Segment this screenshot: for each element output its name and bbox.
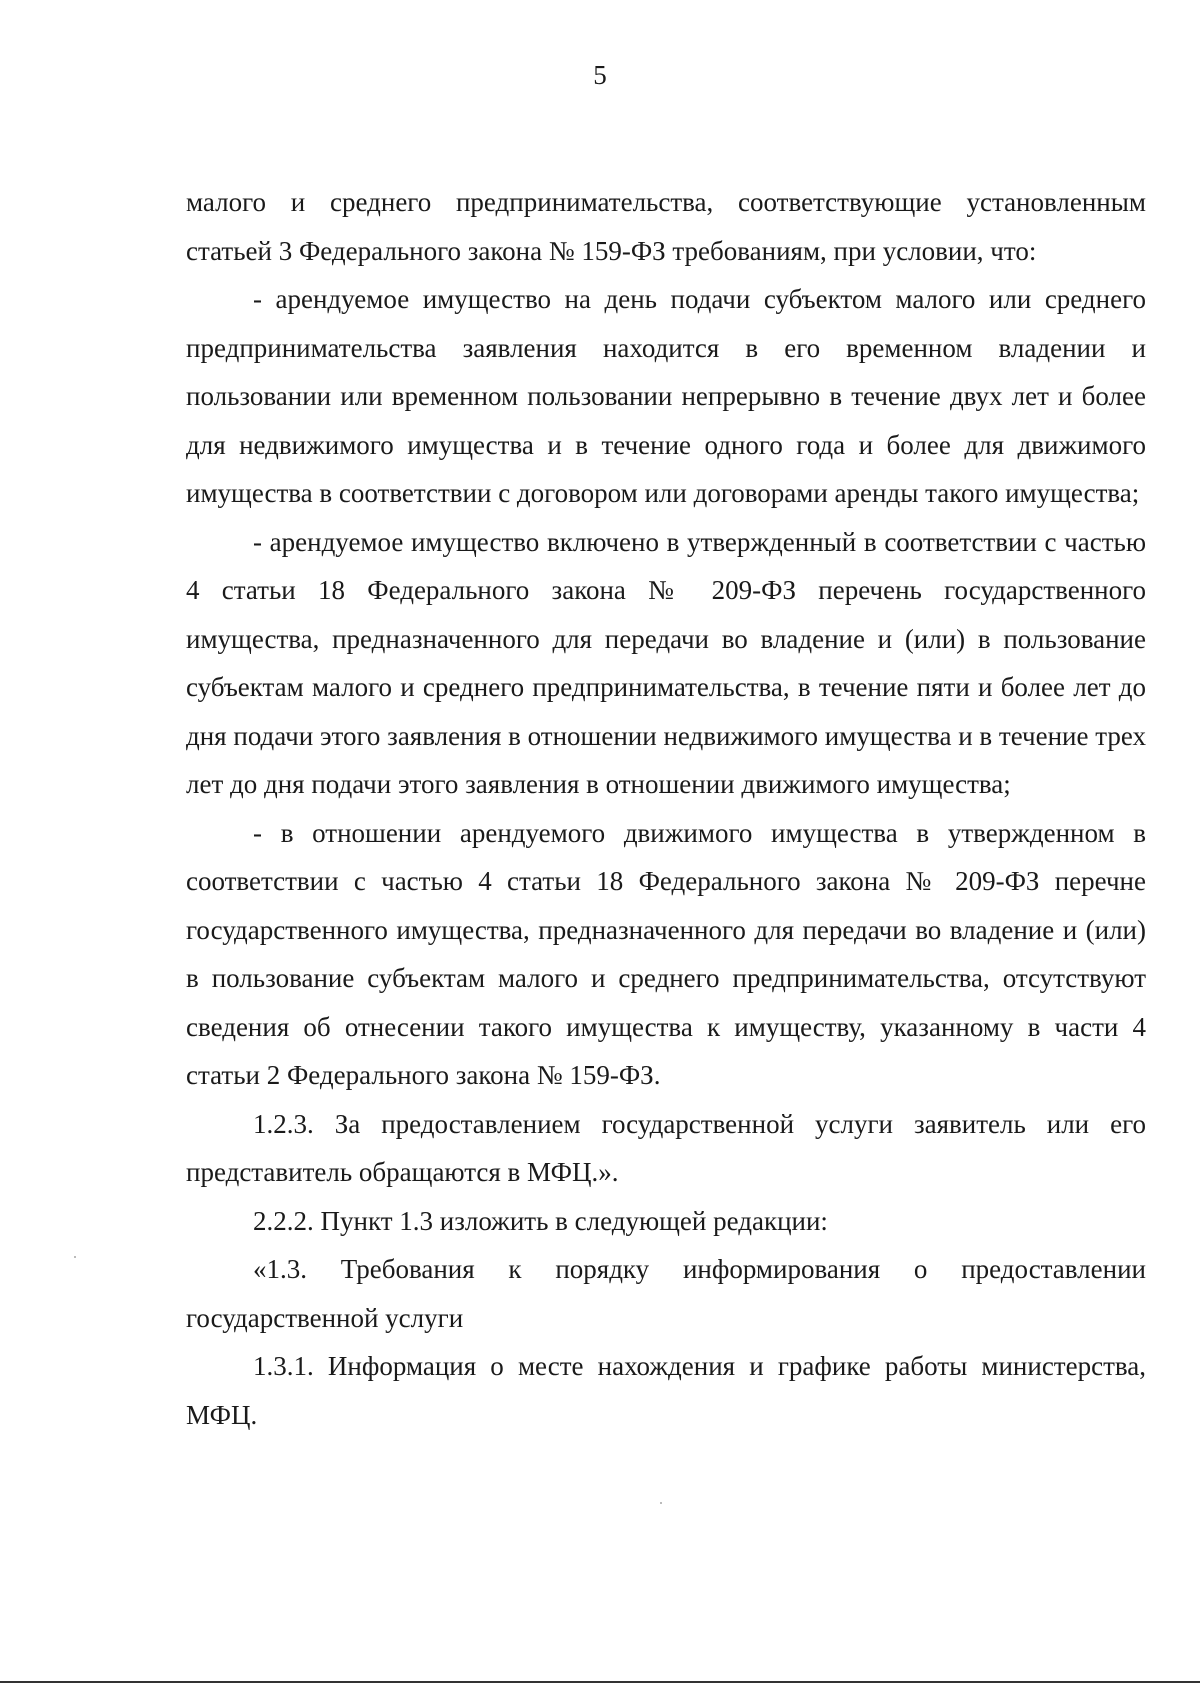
paragraph-1: малого и среднего предпринимательства, соответствующие установленным статьей 3 Федерального закона № 159-ФЗ требованиям, при условии, что: (186, 187, 1146, 266)
paragraph-2: - арендуемое имущество на день подачи субъектом малого или среднего предпринимательства заявления находится в его временном владении и пользовании или временном пользовании непрерывно в течение двух лет и более для недвижимого имущества и в течение одного года и более для движимого имущества в соответствии с договором или договорами аренды такого имущества; (186, 284, 1146, 508)
paragraph-4: - в отношении арендуемого движимого имущества в утвержденном в соответствии с частью 4 статьи 18 Федерального закона № 209-ФЗ перечне государственного имущества, предназначенного для передачи во владение и (или) в пользование субъектам малого и среднего предпринимательства, отсутствуют сведения об отнесении такого имущества к имуществу, указанному в части 4 статьи 2 Федерального закона № 159-ФЗ. (186, 817, 1146, 1090)
paragraph-6: 2.2.2. Пункт 1.3 изложить в следующей редакции: (253, 1205, 828, 1236)
page-number: 5 (593, 60, 607, 90)
scan-speck (74, 1256, 76, 1258)
paragraph-7: «1.3. Требования к порядку информирования о предоставлении государственной услуги (186, 1254, 1146, 1333)
scan-speck (660, 1502, 662, 1504)
paragraph-5: 1.2.3. За предоставлением государственной услуги заявитель или его представитель обращаются в МФЦ.». (186, 1108, 1146, 1187)
paragraph-8: 1.3.1. Информация о месте нахождения и графике работы министерства, МФЦ. (186, 1351, 1146, 1430)
scan-edge-line (0, 1681, 1200, 1683)
paragraph-3: - арендуемое имущество включено в утвержденный в соответствии с частью 4 статьи 18 Федерального закона № 209-ФЗ перечень государственного имущества, предназначенного для передачи во владение и (или) в пользование субъектам малого и среднего предпринимательства, в течение пяти и более лет до дня подачи этого заявления в отношении недвижимого имущества и в течение трех лет до дня подачи этого заявления в отношении движимого имущества; (186, 526, 1146, 799)
document-body (186, 178, 1146, 1439)
